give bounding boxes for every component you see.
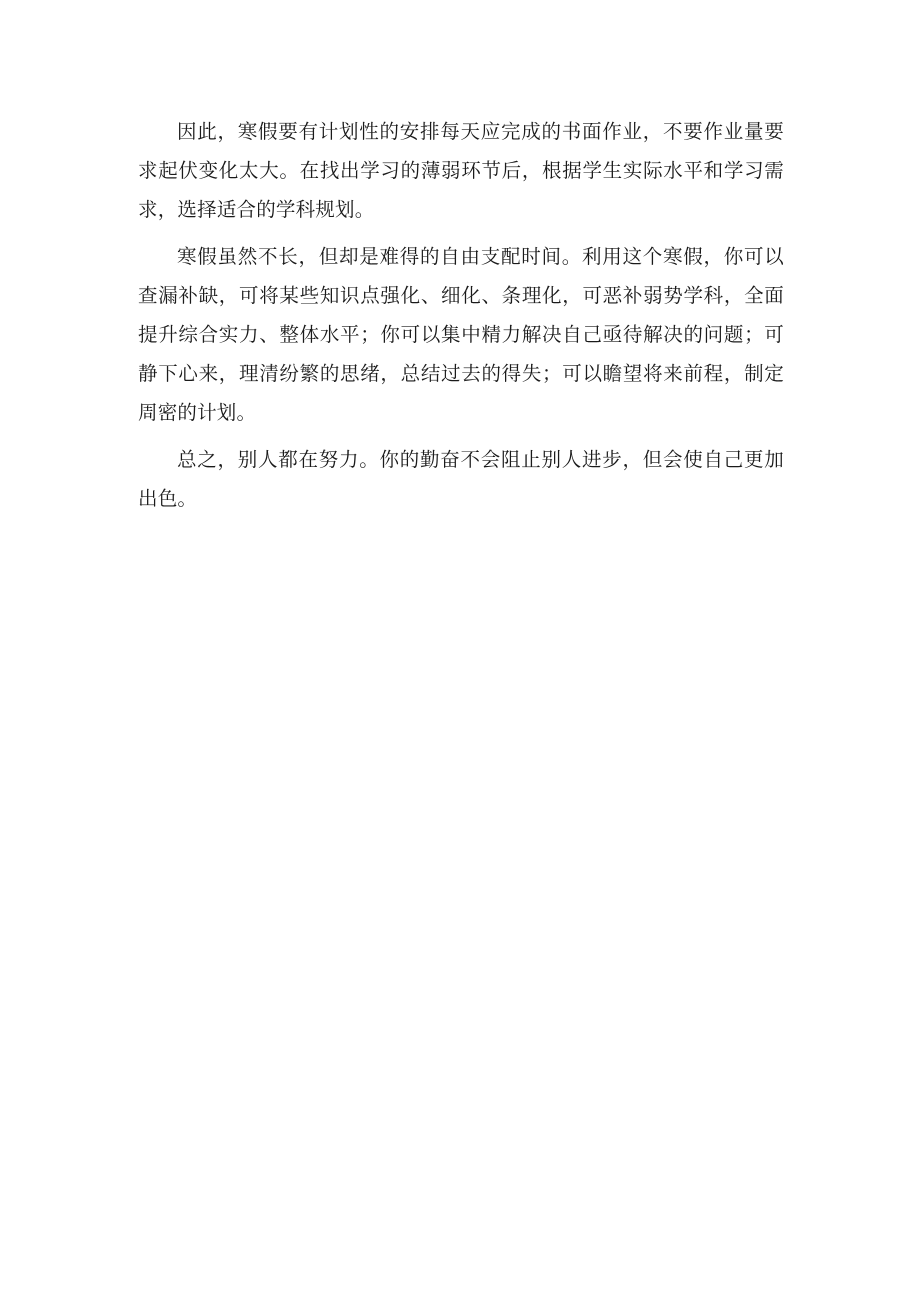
paragraph-2: 寒假虽然不长，但却是难得的自由支配时间。利用这个寒假，你可以查漏补缺，可将某些知识点强化、细化、条理化，可恶补弱势学科，全面提升综合实力、整体水平；你可以集中精力解决自己亟待解决的问题；可静下心来，理清纷繁的思绪，总结过去的得失；可以瞻望将来前程，制定周密的计划。 (138, 245, 784, 424)
document-body (138, 112, 784, 526)
paragraph-3: 总之，别人都在努力。你的勤奋不会阻止别人进步，但会使自己更加出色。 (138, 448, 784, 510)
paragraph-1: 因此，寒假要有计划性的安排每天应完成的书面作业，不要作业量要求起伏变化太大。在找出学习的薄弱环节后，根据学生实际水平和学习需求，选择适合的学科规划。 (138, 120, 784, 221)
